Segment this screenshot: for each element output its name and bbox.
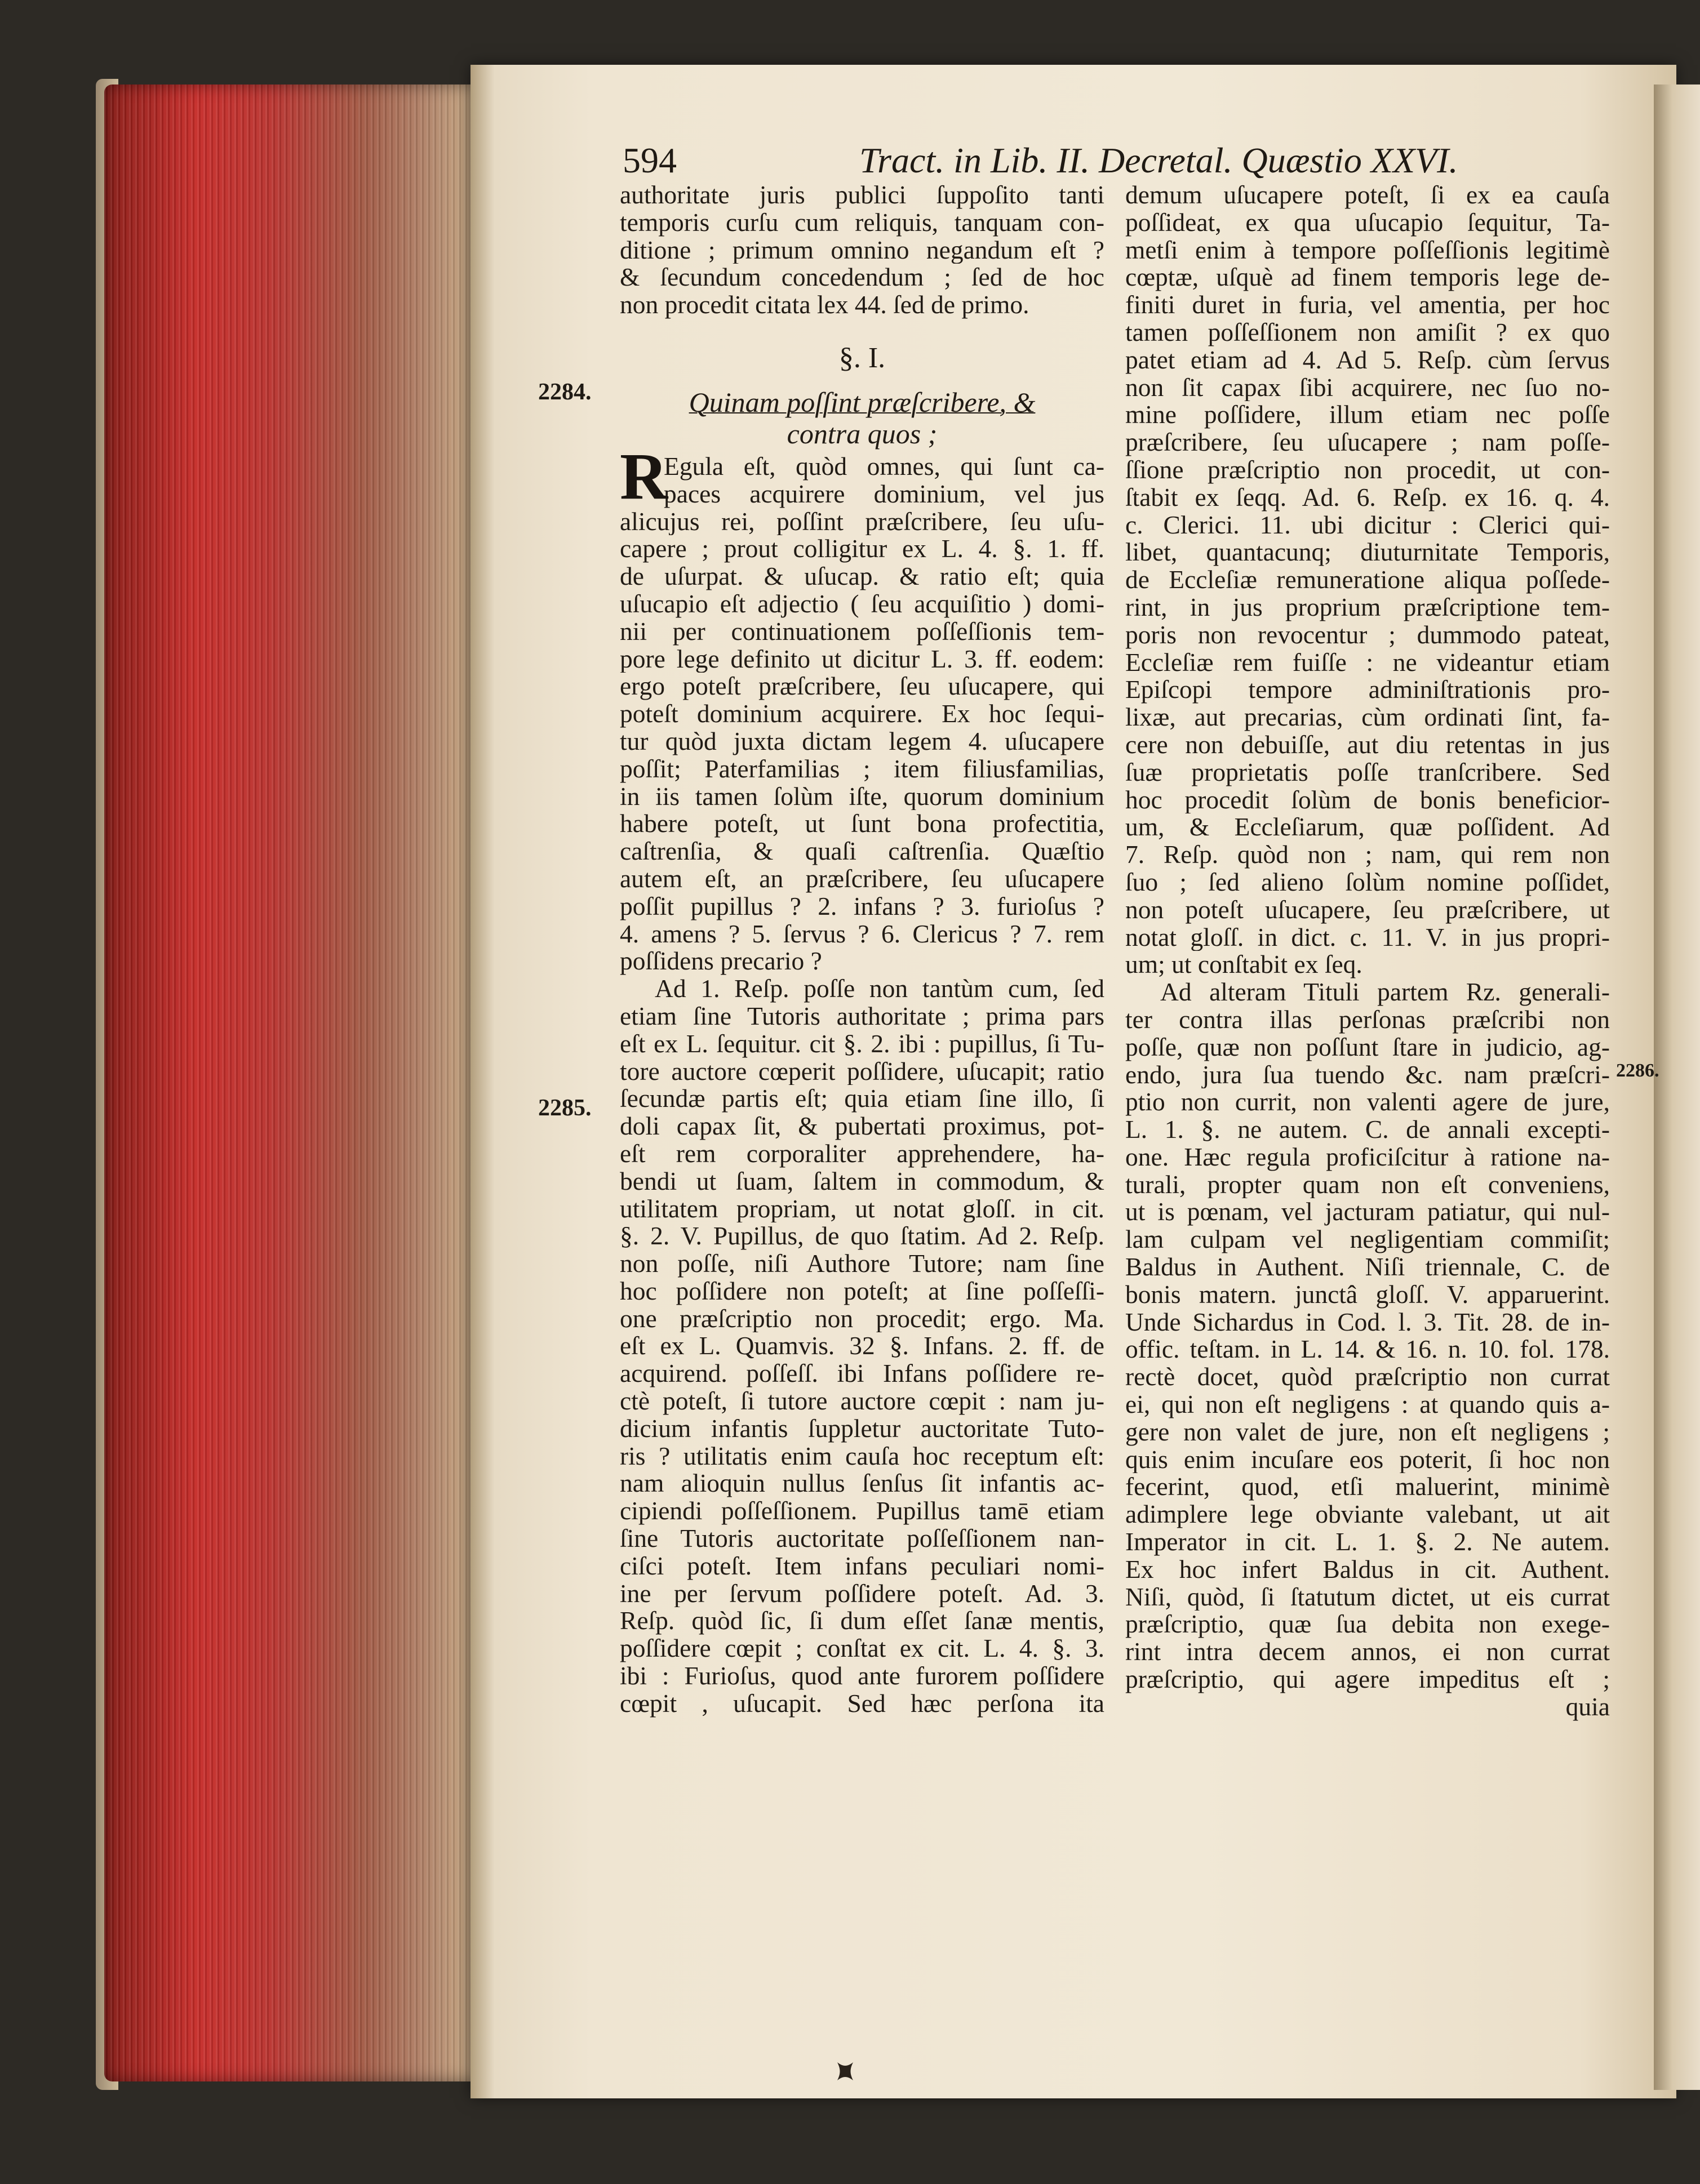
- text-line: hoc procedit ſolùm de bonis beneficior-: [1125, 786, 1610, 814]
- text-line: Reſp. quòd ſic, ſi dum eſſet ſanæ mentis,: [620, 1607, 1104, 1635]
- text-line: turali, propter quam non eſt conveniens,: [1125, 1171, 1610, 1199]
- text-line: paces acquirere dominium, vel jus: [664, 480, 1104, 508]
- text-line: rectè docet, quòd præſcriptio non currat: [1125, 1363, 1610, 1391]
- text-line: de Eccleſiæ remuneratione aliqua poſſede-: [1125, 566, 1610, 594]
- text-line: ter contra illas perſonas præſcribi non: [1125, 1006, 1610, 1034]
- text-line: mine poſſidere, illum etiam nec poſſe: [1125, 401, 1610, 429]
- text-line: patet etiam ad 4. Ad 5. Reſp. cùm ſervus: [1125, 346, 1610, 374]
- text-line: de uſurpat. & uſucap. & ratio eſt; quia: [620, 563, 1104, 590]
- text-line: ditione ; primum omnino negandum eſt ?: [620, 236, 1104, 264]
- text-line: præſcribere, ſeu uſucapere ; nam poſſe-: [1125, 429, 1610, 456]
- section-mark: §. I.: [838, 341, 886, 374]
- paragraph-2285: [620, 975, 1104, 1718]
- text-line: lixæ, aut precarias, cùm ordinati ſint, fa-: [1125, 704, 1610, 731]
- text-line: ciſci poteſt. Item infans peculiari nomi-: [620, 1552, 1104, 1580]
- text-line: alicujus rei, poſſint præſcribere, ſeu uſu-: [620, 508, 1104, 536]
- text-line: non poteſt uſucapere, ſeu præſcribere, ut: [1125, 896, 1610, 924]
- text-line: rint, in jus proprium præſcriptione tem-: [1125, 593, 1610, 621]
- text-line: fecerint, quod, etſi maluerint, minimè: [1125, 1473, 1610, 1501]
- text-line: tamen poſſeſſionem non amiſit ? ex quo: [1125, 318, 1610, 346]
- red-page-edges: [104, 84, 476, 2081]
- text-line: ſuæ proprietatis poſſe tranſcribere. Sed: [1125, 758, 1610, 786]
- text-line: ſine Tutoris auctoritate poſſeſſionem nan-: [620, 1525, 1104, 1553]
- text-line: in iis tamen ſolùm iſte, quorum dominium: [620, 782, 1104, 811]
- text-line: ine per ſervum poſſidere poteſt. Ad. 3.: [620, 1580, 1104, 1608]
- paragraph-2284: [620, 439, 1104, 976]
- text-line: endo, jura ſua tuendo &c. nam præſcri-: [1125, 1061, 1610, 1089]
- page-header: [623, 140, 1597, 185]
- text-line: non poſſe, niſi Authore Tutore; nam ſine: [620, 1250, 1104, 1278]
- text-line: ergo poteſt præſcribere, ſeu uſucapere, qui: [620, 673, 1104, 701]
- margin-number-2286: 2286.: [1616, 1060, 1659, 1081]
- facing-page-edge: [1654, 84, 1700, 2090]
- text-line: ei, qui non eſt negligens : at quando quis a-: [1125, 1391, 1610, 1418]
- text-line: cere non debuiſſe, aut diu retentas in jus: [1125, 731, 1610, 759]
- text-line: poſſidens precario ?: [620, 948, 822, 976]
- text-line: ris ? utilitatis enim cauſa hoc receptum eſt:: [620, 1442, 1104, 1470]
- text-line: eſt ex L. Quamvis. 32 §. Infans. 2. ff. de: [620, 1332, 1104, 1360]
- intro-paragraph: [620, 181, 1104, 319]
- text-line: gere non valet de jure, non eſt negligens ;: [1125, 1418, 1610, 1446]
- text-line: Ad 1. Reſp. poſſe non tantùm cum, ſed: [655, 975, 1104, 1003]
- text-line: temporis curſu cum reliquis, tanquam con-: [620, 208, 1104, 237]
- text-line: metſi enim à tempore poſſeſſionis legitimè: [1125, 236, 1610, 264]
- text-line: præſcriptio, quæ ſua debita non exege-: [1125, 1611, 1610, 1639]
- text-line: cipiendi poſſeſſionem. Pupillus tamē etiam: [620, 1497, 1104, 1525]
- tailpiece-ornament-icon: [833, 2059, 858, 2084]
- text-line: tore auctore cœperit poſſidere, uſucapit; ratio: [620, 1057, 1104, 1086]
- text-line: pore lege definito ut dicitur L. 3. ff. eodem:: [620, 645, 1104, 673]
- text-line: ſſione præſcriptio non procedit, ut con-: [1125, 456, 1610, 484]
- text-line: ſtabit ex ſeqq. Ad. 6. Reſp. ex 16. q. 4.: [1125, 483, 1610, 511]
- text-line: uſucapio eſt adjectio ( ſeu acquiſitio ) domi-: [620, 590, 1104, 618]
- text-line: hoc poſſidere non poteſt; at ſine poſſeſſi-: [620, 1277, 1104, 1305]
- text-line: etiam ſine Tutoris authoritate ; prima pars: [620, 1002, 1104, 1030]
- text-line: Egula eſt, quòd omnes, qui ſunt ca-: [664, 452, 1104, 481]
- text-line: offic. teſtam. in L. 14. & 16. n. 10. fol. 178.: [1125, 1336, 1610, 1364]
- text-line: nam alioquin nullus ſenſus ſit infantis ac-: [620, 1470, 1104, 1498]
- text-line: Baldus in Authent. Niſi triennale, C. de: [1125, 1253, 1610, 1281]
- text-line: authoritate juris publici ſuppoſito tanti: [620, 181, 1104, 209]
- text-line: §. 2. V. Pupillus, de quo ſtatim. Ad 2. Reſp.: [620, 1222, 1104, 1251]
- text-line: eſt ex L. ſequitur. cit §. 2. ibi : pupillus, ſi Tu-: [620, 1030, 1104, 1058]
- paragraph-continued: [1125, 181, 1610, 978]
- text-line: non ſit capax ſibi acquirere, nec ſuo no-: [1125, 373, 1610, 402]
- text-line: um, & Eccleſiarum, quæ poſſident. Ad: [1125, 813, 1610, 842]
- text-line: tur quòd juxta dictam legem 4. uſucapere: [620, 727, 1104, 755]
- text-line: ſuo ; ſed alieno ſolùm nomine poſſidet,: [1125, 868, 1610, 896]
- text-line: ſecundæ partis eſt; quia etiam ſine illo, ſi: [620, 1085, 1104, 1113]
- text-line: poſſideat, ex qua uſucapio ſequitur, Ta-: [1125, 208, 1610, 237]
- text-line: Ad alteram Tituli partem Rz. generali-: [1160, 978, 1610, 1006]
- text-line: utilitatem propriam, ut notat gloſſ. in cit.: [620, 1195, 1104, 1223]
- text-line: libet, quantacunq; diuturnitate Temporis,: [1125, 539, 1610, 567]
- text-line: Unde Sichardus in Cod. l. 3. Tit. 28. de in-: [1125, 1308, 1610, 1336]
- text-line: lam culpam vel negligentiam commiſit;: [1125, 1226, 1610, 1254]
- catchword: quia: [1565, 1693, 1610, 1721]
- text-line: acquirend. poſſeſſ. ibi Infans poſſidere re-: [620, 1360, 1104, 1388]
- text-line: eſt rem corporaliter apprehendere, ha-: [620, 1140, 1104, 1168]
- paragraph-2286: [1125, 978, 1610, 1693]
- section-title: Quinam poſſint præſcribere, &: [689, 386, 1036, 418]
- text-line: rint intra decem annos, ei non currat: [1125, 1638, 1610, 1666]
- text-line: autem eſt, an præſcribere, ſeu uſucapere: [620, 865, 1104, 893]
- text-line: præſcriptio, qui agere impeditus eſt ;: [1125, 1666, 1610, 1693]
- text-line: poteſt dominium acquirere. Ex hoc ſequi-: [620, 700, 1104, 728]
- text-line: 4. amens ? 5. ſervus ? 6. Clericus ? 7. rem: [620, 920, 1104, 948]
- drop-capital: R: [620, 439, 668, 513]
- text-line: poſſidere cœpit ; conſtat ex cit. L. 4. §. 3.: [620, 1635, 1104, 1663]
- margin-number-2284: 2284.: [538, 379, 592, 405]
- text-line: cœptæ, uſquè ad finem temporis lege de-: [1125, 264, 1610, 292]
- text-line: ptio non currit, non valenti agere de jure,: [1125, 1088, 1610, 1117]
- text-line: caſtrenſia, & quaſi caſtrenſia. Quæſtio: [620, 838, 1104, 865]
- page-number: 594: [623, 140, 677, 180]
- text-line: ctè poteſt, ſi tutore auctore cœpit : nam ju-: [620, 1387, 1104, 1415]
- text-line: nii per continuationem poſſeſſionis tem-: [620, 617, 1104, 646]
- section-title-cont: contra quos ;: [787, 417, 938, 450]
- text-line: one præſcriptio non procedit; ergo. Ma.: [620, 1305, 1104, 1333]
- text-line: ibi : Furioſus, quod ante furorem poſſidere: [620, 1662, 1104, 1690]
- text-line: Eccleſiæ rem fuiſſe : ne videantur etiam: [1125, 648, 1610, 677]
- text-line: notat gloſſ. in dict. c. 11. V. in jus propri-: [1125, 923, 1610, 951]
- text-line: habere poteſt, ut ſunt bona profectitia,: [620, 810, 1104, 838]
- text-line: bendi ut ſuam, ſaltem in commodum, &: [620, 1167, 1104, 1195]
- text-line: poris non revocentur ; dummodo pateat,: [1125, 621, 1610, 649]
- text-line: ut is pœnam, vel jacturam patiatur, qui nul-: [1125, 1198, 1610, 1226]
- text-line: poſſit pupillus ? 2. infans ? 3. furioſus ?: [620, 892, 1104, 920]
- text-line: 7. Reſp. quòd non ; nam, qui rem non: [1125, 841, 1610, 869]
- text-line: c. Clerici. 11. ubi dicitur : Clerici qui-: [1125, 511, 1610, 539]
- running-title: Tract. in Lib. II. Decretal. Quæstio XXVI.: [859, 140, 1458, 180]
- text-line: Niſi, quòd, ſi ſtatutum dictet, ut eis currat: [1125, 1583, 1610, 1611]
- text-line: cœpit , uſucapit. Sed hæc perſona ita: [620, 1689, 1104, 1718]
- text-line: bonis matern. junctâ gloſſ. V. apparuerint.: [1125, 1280, 1610, 1309]
- text-line: dicium infantis ſuppletur auctoritate Tuto-: [620, 1415, 1104, 1443]
- text-line: capere ; prout colligitur ex L. 4. §. 1. ff.: [620, 535, 1104, 563]
- text-line: Ex hoc infert Baldus in cit. Authent.: [1125, 1555, 1610, 1583]
- text-line: non procedit citata lex 44. ſed de primo.: [620, 291, 1029, 319]
- right-column: [1125, 181, 1610, 1721]
- text-line: poſſit; Paterfamilias ; item filiusfamilias,: [620, 755, 1104, 783]
- text-line: poſſe, quæ non poſſunt ſtare in judicio, ag-: [1125, 1033, 1610, 1061]
- text-line: demum uſucapere poteſt, ſi ex ea cauſa: [1125, 181, 1610, 209]
- text-line: doli capax ſit, & pubertati proximus, pot-: [620, 1113, 1104, 1140]
- text-line: Epiſcopi tempore adminiſtrationis pro-: [1125, 676, 1610, 704]
- text-line: quis enim incuſare eos poterit, ſi hoc non: [1125, 1445, 1610, 1474]
- text-line: & ſecundum concedendum ; ſed de hoc: [620, 264, 1104, 292]
- text-line: one. Hæc regula proficiſcitur à ratione na-: [1125, 1143, 1610, 1171]
- margin-number-2285: 2285.: [538, 1095, 592, 1121]
- left-column: [620, 181, 1104, 1718]
- text-line: L. 1. §. ne autem. C. de annali excepti-: [1125, 1116, 1610, 1144]
- text-line: adimplere lege obviante valebant, ut ait: [1125, 1501, 1610, 1529]
- text-line: finiti duret in furia, vel amentia, per hoc: [1125, 291, 1610, 319]
- text-line: Imperator in cit. L. 1. §. 2. Ne autem.: [1125, 1528, 1610, 1556]
- text-line: um; ut conſtabit ex ſeq.: [1125, 951, 1362, 979]
